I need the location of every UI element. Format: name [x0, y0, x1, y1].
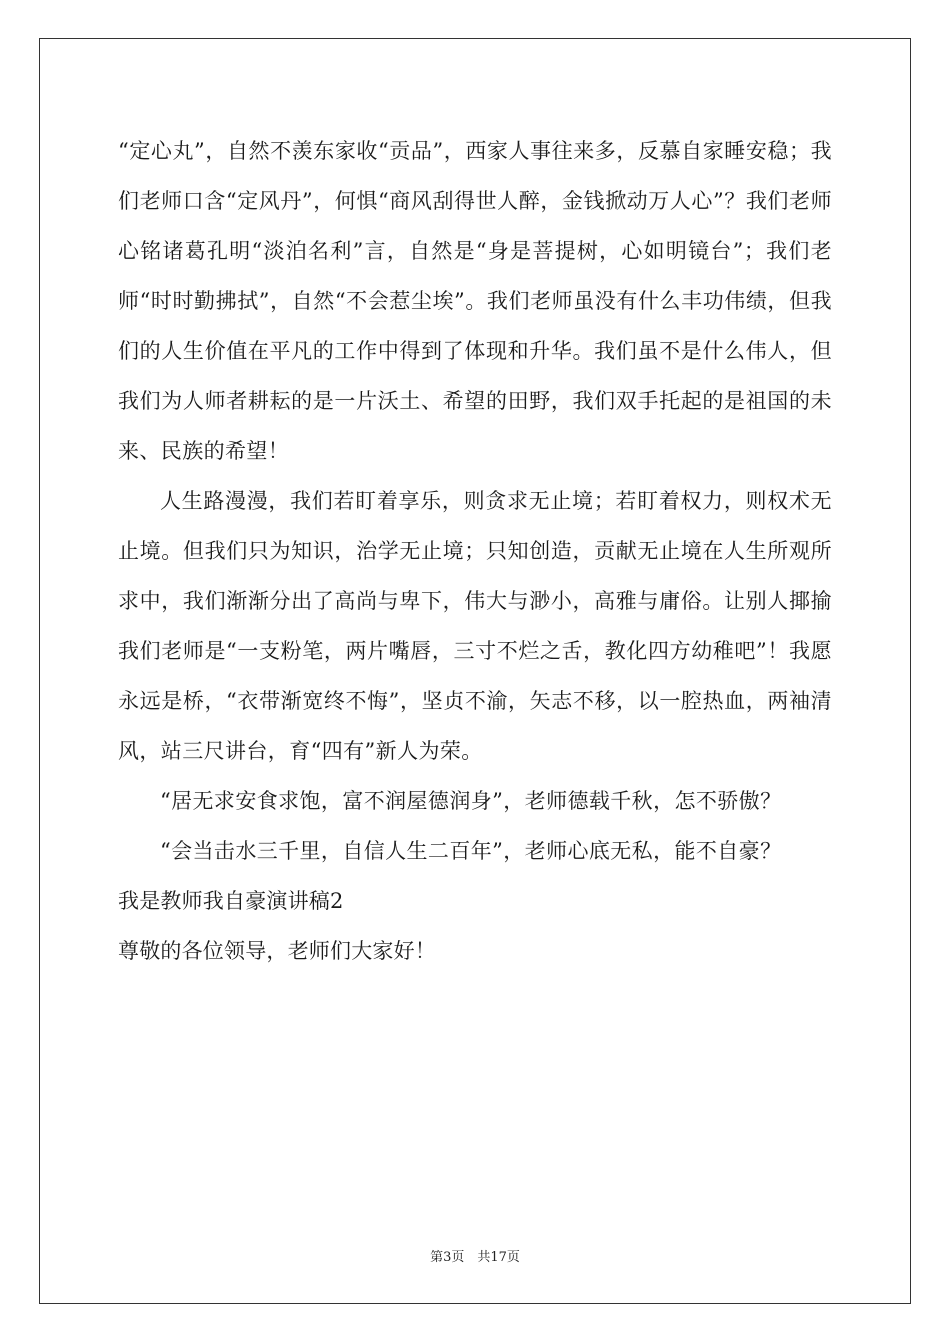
greeting-line: 尊敬的各位领导，老师们大家好！ — [118, 939, 436, 963]
paragraph-2: 人生路漫漫，我们若盯着享乐，则贪求无止境；若盯着权力，则权术无止境。但我们只为知识，治学无止境；只知创造，贡献无止境在人生所观所求中，我们渐渐分出了高尚与卑下，伟大与渺小，高雅与庸俗。让别人揶揄我们老师是“一支粉笔，两片嘴唇，三寸不烂之舌，教化四方幼稚吧”！我愿永远是桥，“衣带渐宽终不悔”，坚贞不渝，矢志不移，以一腔热血，两袖清风，站三尺讲台，育“四有”新人为荣。 — [118, 489, 832, 763]
page-number-footer: 第3页 共17页 — [430, 1250, 520, 1265]
paragraph-1: “定心丸”，自然不羡东家收“贡品”，西家人事往来多，反慕自家睡安稳；我们老师口含“定风丹”，何惧“商风刮得世人醉，金钱掀动万人心”？我们老师心铭诸葛孔明“淡泊名利”言，自然是“身是菩提树，心如明镜台”；我们老师“时时勤拂拭”，自然“不会惹尘埃”。我们老师虽没有什么丰功伟绩，但我们的人生价值在平凡的工作中得到了体现和升华。我们虽不是什么伟人，但我们为人师者耕耘的是一片沃土、希望的田野，我们双手托起的是祖国的未来、民族的希望！ — [118, 139, 832, 463]
paragraph-3: “居无求安食求饱，富不润屋德润身”，老师德载千秋，怎不骄傲？ — [160, 789, 782, 813]
section-title: 我是教师我自豪演讲稿2 — [118, 889, 344, 913]
paragraph-4: “会当击水三千里，自信人生二百年”，老师心底无私，能不自豪？ — [160, 839, 782, 863]
document-body — [118, 126, 832, 976]
